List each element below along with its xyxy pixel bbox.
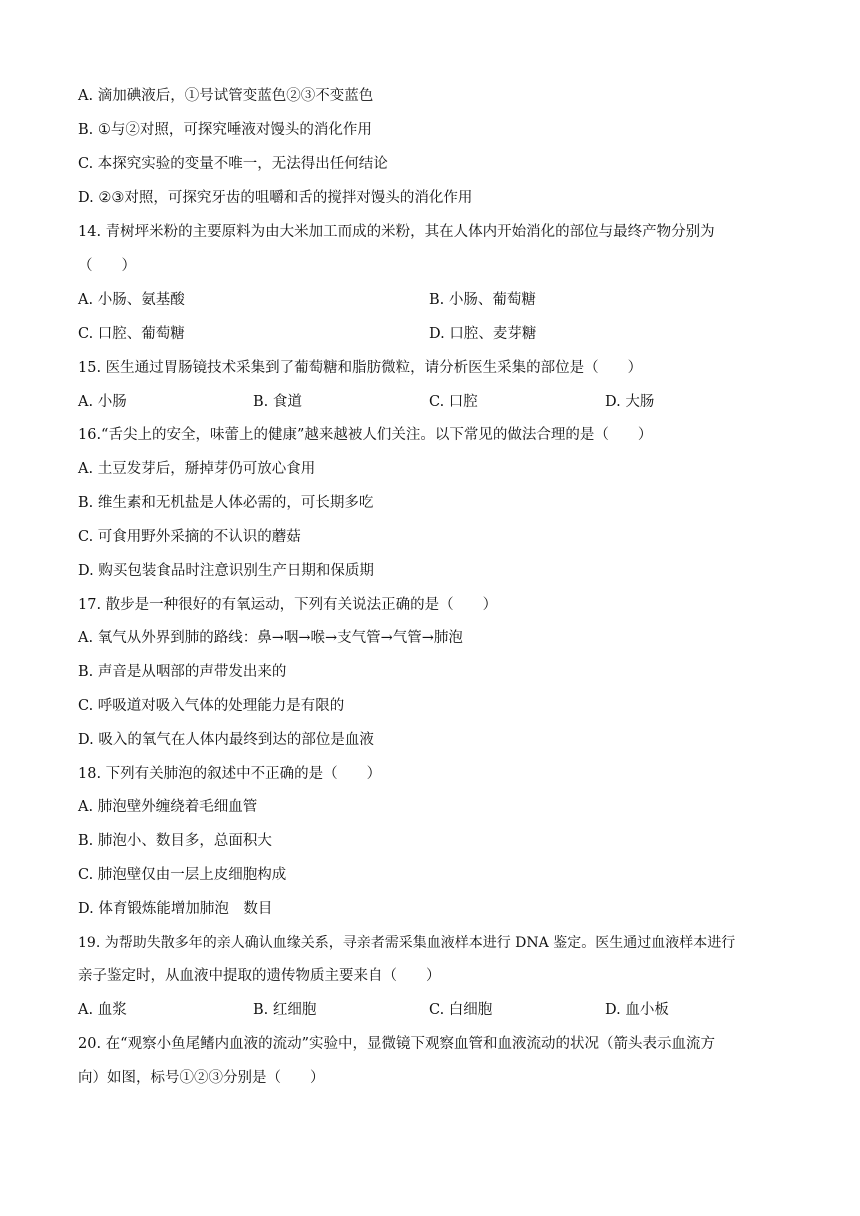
q17-option-a: A. 氧气从外界到肺的路线：鼻→咽→喉→支气管→气管→肺泡 — [78, 630, 463, 646]
q17-option-c: C. 呼吸道对吸入气体的处理能力是有限的 — [78, 698, 345, 714]
q14-stem-line1: 14. 青树坪米粉的主要原料为由大米加工而成的米粉，其在人体内开始消化的部位与最终产物分别为 — [78, 224, 715, 240]
q16-stem: 16.“舌尖上的安全，味蕾上的健康”越来越被人们关注。以下常见的做法合理的是（ ） — [78, 427, 653, 443]
q15-option-a: A. 小肠 — [78, 394, 127, 410]
q18-option-b: B. 肺泡小、数目多，总面积大 — [78, 833, 272, 849]
q19-option-a: A. 血浆 — [78, 1002, 127, 1018]
q15-option-b: B. 食道 — [253, 394, 302, 410]
q15-option-c: C. 口腔 — [429, 394, 478, 410]
q18-option-a: A. 肺泡壁外缠绕着毛细血管 — [78, 799, 258, 815]
q19-option-c: C. 白细胞 — [429, 1002, 493, 1018]
q20-stem-line1: 20. 在“观察小鱼尾鳍内血液的流动”实验中，显微镜下观察血管和血液流动的状况（箭头表示血流方 — [78, 1036, 715, 1052]
q14-stem-line2: （ ） — [78, 258, 136, 274]
q16-option-b: B. 维生素和无机盐是人体必需的，可长期多吃 — [78, 495, 374, 511]
q13-option-d: D. ②③对照，可探究牙齿的咀嚼和舌的搅拌对馒头的消化作用 — [78, 190, 473, 206]
q14-option-d: D. 口腔、麦芽糖 — [429, 326, 537, 342]
q19-option-b: B. 红细胞 — [253, 1002, 317, 1018]
q14-option-b: B. 小肠、葡萄糖 — [429, 292, 536, 308]
q19-stem-line1: 19. 为帮助失散多年的亲人确认血缘关系，寻亲者需采集血液样本进行 DNA 鉴定。医生通过血液样本进行 — [78, 935, 736, 951]
q15-option-d: D. 大肠 — [605, 394, 655, 410]
q13-option-c: C. 本探究实验的变量不唯一，无法得出任何结论 — [78, 156, 388, 172]
q15-stem: 15. 医生通过胃肠镜技术采集到了葡萄糖和脂肪微粒，请分析医生采集的部位是（ ） — [78, 360, 643, 376]
q18-stem: 18. 下列有关肺泡的叙述中不正确的是（ ） — [78, 766, 382, 782]
q16-option-d: D. 购买包装食品时注意识别生产日期和保质期 — [78, 563, 374, 579]
q13-option-b: B. ①与②对照，可探究唾液对馒头的消化作用 — [78, 122, 372, 138]
q17-option-b: B. 声音是从咽部的声带发出来的 — [78, 664, 287, 680]
q19-option-d: D. 血小板 — [605, 1002, 669, 1018]
q14-option-c: C. 口腔、葡萄糖 — [78, 326, 185, 342]
q16-option-a: A. 土豆发芽后，掰掉芽仍可放心食用 — [78, 461, 316, 477]
q19-stem-line2: 亲子鉴定时，从血液中提取的遗传物质主要来自（ ） — [78, 968, 441, 984]
q17-stem: 17. 散步是一种很好的有氧运动，下列有关说法正确的是（ ） — [78, 597, 498, 613]
q16-option-c: C. 可食用野外采摘的不认识的蘑菇 — [78, 529, 301, 545]
q18-option-d: D. 体育锻炼能增加肺泡 数目 — [78, 901, 273, 917]
q17-option-d: D. 吸入的氧气在人体内最终到达的部位是血液 — [78, 732, 374, 748]
q20-stem-line2: 向）如图，标号①②③分别是（ ） — [78, 1070, 325, 1086]
q14-option-a: A. 小肠、氨基酸 — [78, 292, 185, 308]
q13-option-a: A. 滴加碘液后，①号试管变蓝色②③不变蓝色 — [78, 88, 374, 104]
q18-option-c: C. 肺泡壁仅由一层上皮细胞构成 — [78, 867, 287, 883]
